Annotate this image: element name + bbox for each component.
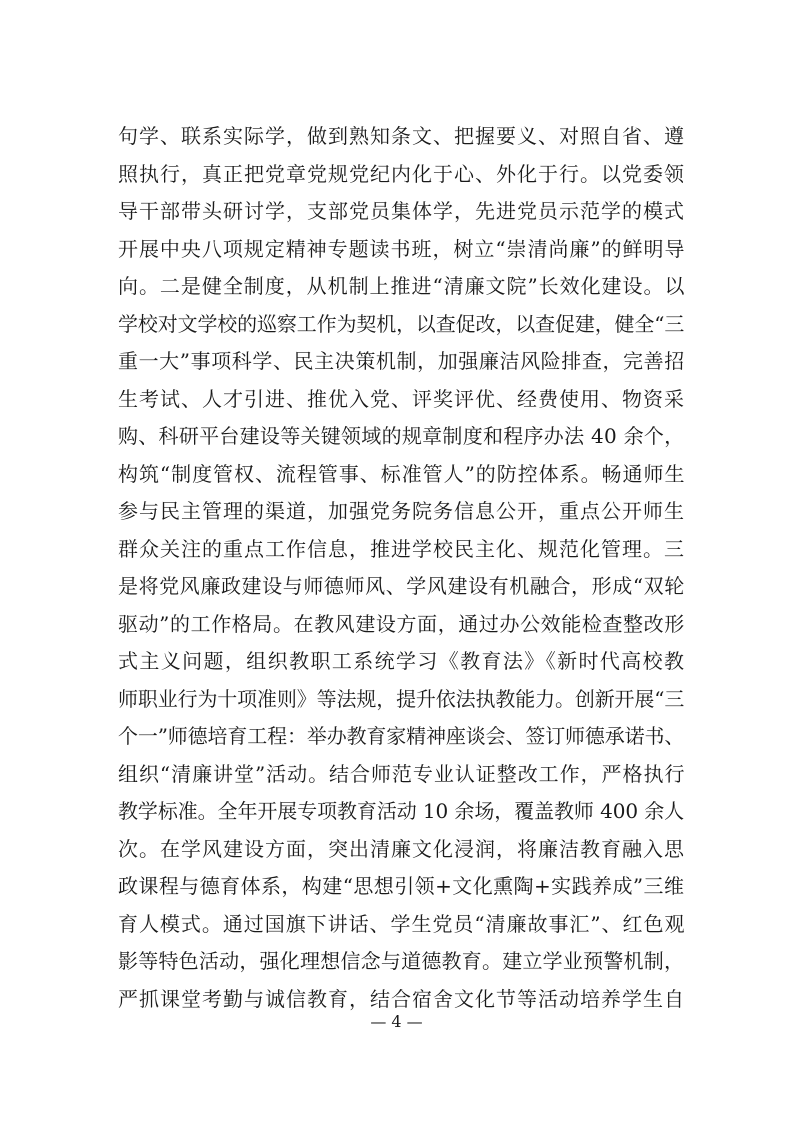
text-line: 重一大”事项科学、民主决策机制，加强廉洁风险排查，完善招 xyxy=(118,349,685,373)
text-line: 导干部带头研讨学，支部党员集体学，先进党员示范学的模式 xyxy=(118,199,685,223)
text-line: 师职业行为十项准则》等法规，提升依法执教能力。创新开展“三 xyxy=(118,686,685,711)
text-line: 构筑“制度管权、流程管事、标准管人”的防控体系。畅通师生 xyxy=(118,461,686,486)
text-line: 育人模式。通过国旗下讲话、学生党员“清廉故事汇”、红色观 xyxy=(118,911,686,936)
text-line: 严抓课堂考勤与诚信教育，结合宿舍文化节等活动培养学生自 xyxy=(118,986,685,1011)
text-line: 影等特色活动，强化理想信念与道德教育。建立学业预警机制， xyxy=(118,949,685,973)
text-line: 式主义问题，组织教职工系统学习《教育法》《新时代高校教 xyxy=(118,649,686,673)
text-line: 次。在学风建设方面，突出清廉文化浸润，将廉洁教育融入思 xyxy=(118,836,685,861)
text-line: 开展中央八项规定精神专题读书班，树立“崇清尚廉”的鲜明导 xyxy=(118,236,686,261)
text-line: 购、科研平台建设等关键领域的规章制度和程序办法 40 余个， xyxy=(118,424,685,448)
text-line: 是将党风廉政建设与师德师风、学风建设有机融合，形成“双轮 xyxy=(118,574,685,598)
text-line: 政课程与德育体系，构建“思想引领+文化熏陶+实践养成”三维 xyxy=(118,874,685,898)
text-line: 个一”师德培育工程：举办教育家精神座谈会、签订师德承诺书、 xyxy=(118,724,685,748)
page-number: — 4 — xyxy=(370,1012,423,1031)
text-line: 群众关注的重点工作信息，推进学校民主化、规范化管理。三 xyxy=(118,536,685,561)
text-line: 驱动”的工作格局。在教风建设方面，通过办公效能检查整改形 xyxy=(118,611,685,636)
text-line: 句学、联系实际学，做到熟知条文、把握要义、对照自省、遵 xyxy=(118,124,685,148)
text-line: 向。二是健全制度，从机制上推进“清廉文院”长效化建设。以 xyxy=(118,274,686,298)
text-line: 照执行，真正把党章党规党纪内化于心、外化于行。以党委领 xyxy=(118,161,685,186)
text-line: 参与民主管理的渠道，加强党务院务信息公开，重点公开师生 xyxy=(118,499,685,523)
body-text xyxy=(118,118,684,1018)
text-line: 组织“清廉讲堂”活动。结合师范专业认证整改工作，严格执行 xyxy=(118,761,686,786)
text-line: 学校对文学校的巡察工作为契机，以查促改，以查促建，健全“三 xyxy=(118,311,685,336)
text-line: 生考试、人才引进、推优入党、评奖评优、经费使用、物资采 xyxy=(118,386,685,411)
text-line: 教学标准。全年开展专项教育活动 10 余场，覆盖教师 400 余人 xyxy=(118,799,685,823)
